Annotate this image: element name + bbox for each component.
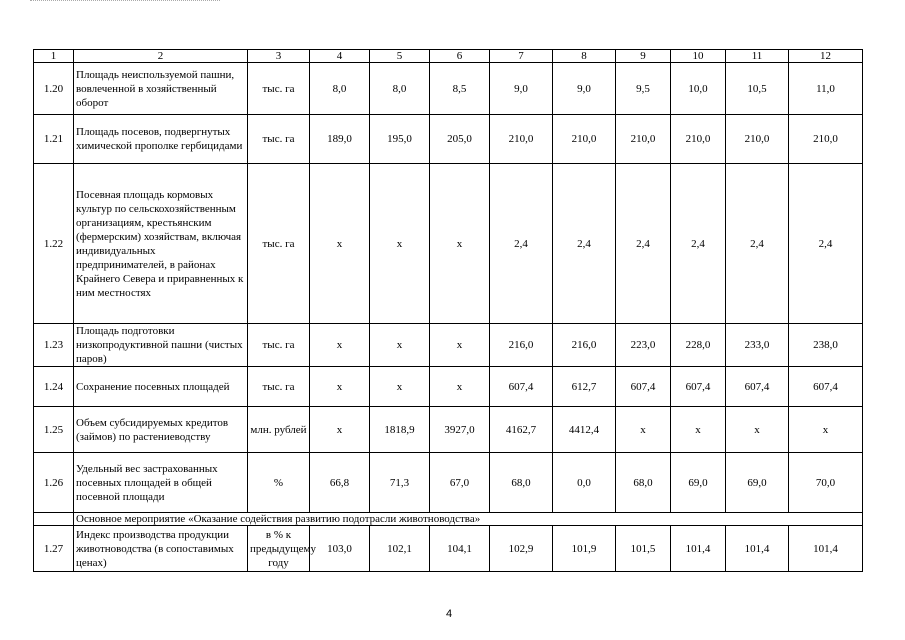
value-cell: 607,4: [490, 367, 553, 407]
scan-artifact: [30, 0, 220, 7]
value-cell: 205,0: [430, 115, 490, 164]
row-number: 1.27: [34, 526, 74, 572]
header-cell: 4: [310, 50, 370, 63]
value-cell: 71,3: [370, 453, 430, 513]
header-cell: 1: [34, 50, 74, 63]
value-cell: 69,0: [671, 453, 726, 513]
table-row: [34, 115, 863, 164]
value-cell: 189,0: [310, 115, 370, 164]
table-row: [34, 526, 863, 572]
indicator-name: Площадь подготовки низкопродуктивной пашни (чистых паров): [74, 324, 248, 367]
value-cell: 233,0: [726, 324, 789, 367]
value-cell: х: [726, 407, 789, 453]
value-cell: 2,4: [789, 164, 863, 324]
value-cell: 101,4: [671, 526, 726, 572]
value-cell: 210,0: [490, 115, 553, 164]
value-cell: 216,0: [490, 324, 553, 367]
value-cell: 101,9: [553, 526, 616, 572]
value-cell: х: [671, 407, 726, 453]
indicator-name: Объем субсидируемых кредитов (займов) по растениеводству: [74, 407, 248, 453]
row-number: 1.25: [34, 407, 74, 453]
row-number: 1.20: [34, 63, 74, 115]
row-number: 1.26: [34, 453, 74, 513]
value-cell: 210,0: [671, 115, 726, 164]
value-cell: 68,0: [490, 453, 553, 513]
value-cell: 195,0: [370, 115, 430, 164]
unit: тыс. га: [248, 367, 310, 407]
table-body: [34, 50, 863, 572]
value-cell: х: [789, 407, 863, 453]
table-row: [34, 324, 863, 367]
value-cell: х: [370, 324, 430, 367]
value-cell: 210,0: [616, 115, 671, 164]
value-cell: 1818,9: [370, 407, 430, 453]
value-cell: 102,1: [370, 526, 430, 572]
value-cell: 2,4: [490, 164, 553, 324]
value-cell: 10,0: [671, 63, 726, 115]
value-cell: 9,0: [553, 63, 616, 115]
value-cell: 9,5: [616, 63, 671, 115]
value-cell: 216,0: [553, 324, 616, 367]
unit: в % к предыдущему году: [248, 526, 310, 572]
value-cell: 101,5: [616, 526, 671, 572]
value-cell: 607,4: [616, 367, 671, 407]
row-number: 1.21: [34, 115, 74, 164]
value-cell: 2,4: [616, 164, 671, 324]
value-cell: 210,0: [726, 115, 789, 164]
header-row: [34, 50, 863, 63]
table-row: [34, 63, 863, 115]
value-cell: х: [370, 164, 430, 324]
value-cell: 104,1: [430, 526, 490, 572]
header-cell: 11: [726, 50, 789, 63]
value-cell: х: [430, 164, 490, 324]
indicator-name: Удельный вес застрахованных посевных площадей в общей посевной площади: [74, 453, 248, 513]
value-cell: 67,0: [430, 453, 490, 513]
indicator-name: Посевная площадь кормовых культур по сельскохозяйственным организациям, крестьянским (фермерским) хозяйствам, включая индивидуальных предпринимателей, в районах Крайнего Севера и приравненных к ним местностях: [74, 164, 248, 324]
value-cell: 8,0: [310, 63, 370, 115]
value-cell: 69,0: [726, 453, 789, 513]
row-number: 1.22: [34, 164, 74, 324]
value-cell: 238,0: [789, 324, 863, 367]
value-cell: 607,4: [671, 367, 726, 407]
value-cell: 68,0: [616, 453, 671, 513]
value-cell: х: [310, 367, 370, 407]
value-cell: 223,0: [616, 324, 671, 367]
value-cell: х: [310, 324, 370, 367]
value-cell: 612,7: [553, 367, 616, 407]
header-cell: 10: [671, 50, 726, 63]
value-cell: 3927,0: [430, 407, 490, 453]
indicator-name: Сохранение посевных площадей: [74, 367, 248, 407]
indicator-name: Площадь посевов, подвергнутых химической прополке гербицидами: [74, 115, 248, 164]
row-number: 1.24: [34, 367, 74, 407]
value-cell: 10,5: [726, 63, 789, 115]
table-row: [34, 367, 863, 407]
unit: %: [248, 453, 310, 513]
indicator-name: Площадь неиспользуемой пашни, вовлеченной в хозяйственный оборот: [74, 63, 248, 115]
value-cell: 8,0: [370, 63, 430, 115]
value-cell: 210,0: [789, 115, 863, 164]
value-cell: 103,0: [310, 526, 370, 572]
indicators-table: [33, 49, 863, 572]
unit: тыс. га: [248, 115, 310, 164]
value-cell: 0,0: [553, 453, 616, 513]
value-cell: х: [310, 407, 370, 453]
table-row: [34, 164, 863, 324]
value-cell: 9,0: [490, 63, 553, 115]
value-cell: 4162,7: [490, 407, 553, 453]
header-cell: 12: [789, 50, 863, 63]
value-cell: 8,5: [430, 63, 490, 115]
unit: тыс. га: [248, 324, 310, 367]
value-cell: 66,8: [310, 453, 370, 513]
value-cell: х: [616, 407, 671, 453]
value-cell: 2,4: [553, 164, 616, 324]
page-number: 4: [446, 608, 453, 620]
section-title: Основное мероприятие «Оказание содействия развитию подотрасли животноводства»: [74, 513, 863, 526]
header-cell: 3: [248, 50, 310, 63]
value-cell: 101,4: [726, 526, 789, 572]
header-cell: 9: [616, 50, 671, 63]
value-cell: 210,0: [553, 115, 616, 164]
value-cell: х: [430, 324, 490, 367]
table-row: [34, 407, 863, 453]
value-cell: 102,9: [490, 526, 553, 572]
row-number: 1.23: [34, 324, 74, 367]
section-blank-cell: [34, 513, 74, 526]
value-cell: 607,4: [726, 367, 789, 407]
value-cell: 4412,4: [553, 407, 616, 453]
header-cell: 2: [74, 50, 248, 63]
header-cell: 8: [553, 50, 616, 63]
indicator-name: Индекс производства продукции животноводства (в сопоставимых ценах): [74, 526, 248, 572]
unit: тыс. га: [248, 63, 310, 115]
value-cell: 70,0: [789, 453, 863, 513]
header-cell: 6: [430, 50, 490, 63]
value-cell: 2,4: [726, 164, 789, 324]
section-row: [34, 513, 863, 526]
header-cell: 5: [370, 50, 430, 63]
value-cell: 228,0: [671, 324, 726, 367]
value-cell: х: [370, 367, 430, 407]
table-row: [34, 453, 863, 513]
unit: тыс. га: [248, 164, 310, 324]
value-cell: 101,4: [789, 526, 863, 572]
value-cell: 607,4: [789, 367, 863, 407]
value-cell: х: [430, 367, 490, 407]
value-cell: х: [310, 164, 370, 324]
unit: млн. рублей: [248, 407, 310, 453]
header-cell: 7: [490, 50, 553, 63]
value-cell: 2,4: [671, 164, 726, 324]
value-cell: 11,0: [789, 63, 863, 115]
